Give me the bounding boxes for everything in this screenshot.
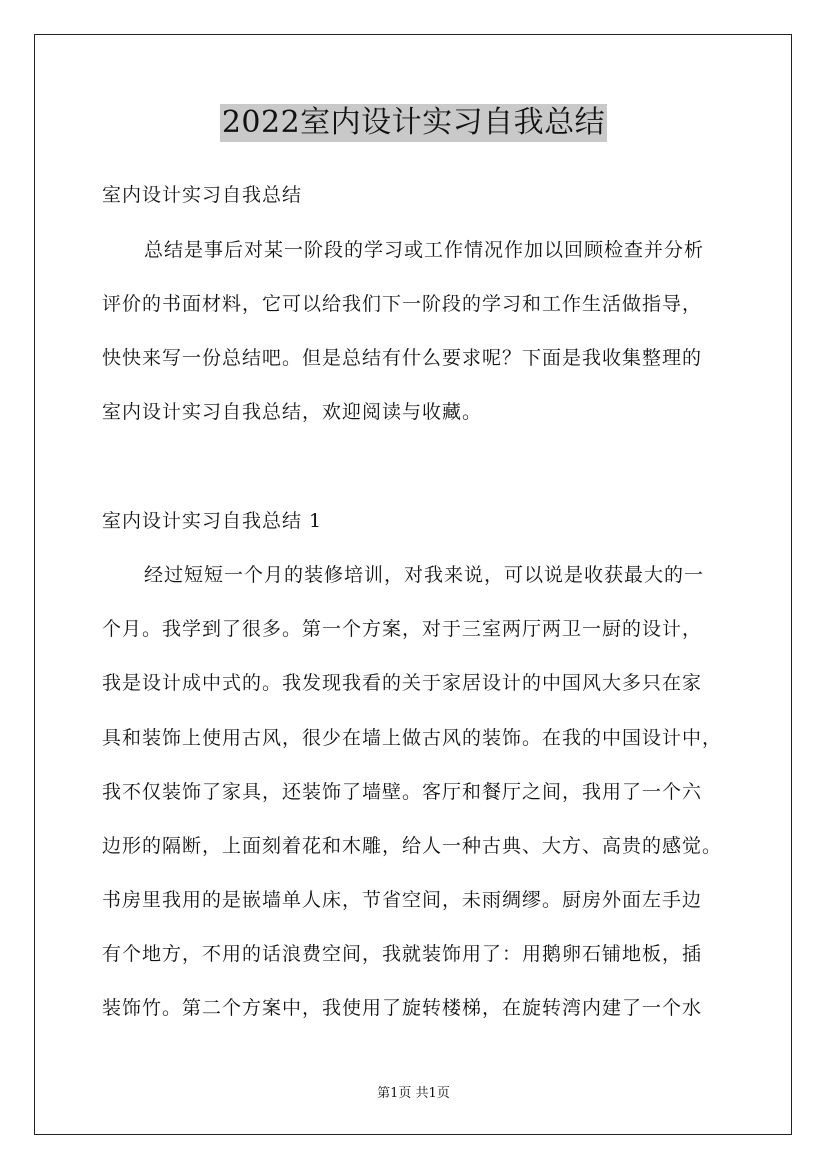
section1-line: 有个地方，不用的话浪费空间，我就装饰用了：用鹅卵石铺地板，插 bbox=[102, 943, 703, 965]
intro-line: 快快来写一份总结吧。但是总结有什么要求呢？下面是我收集整理的 bbox=[102, 347, 703, 369]
document-title: 2022室内设计实习自我总结 bbox=[221, 105, 606, 140]
page-footer: 第1页 共1页 bbox=[377, 1086, 450, 1101]
section1-line: 具和装饰上使用古风，很少在墙上做古风的装饰。在我的中国设计中， bbox=[102, 727, 723, 749]
section1-line: 我是设计成中式的。我发现我看的关于家居设计的中国风大多只在家 bbox=[102, 672, 703, 694]
title-wrap bbox=[0, 104, 827, 142]
intro-heading: 室内设计实习自我总结 bbox=[102, 184, 303, 206]
section1-line: 书房里我用的是嵌墙单人床，节省空间，未雨绸缪。厨房外面左手边 bbox=[102, 889, 703, 911]
section1-line: 我不仅装饰了家具，还装饰了墙壁。客厅和餐厅之间，我用了一个六 bbox=[102, 781, 703, 803]
intro-line: 评价的书面材料，它可以给我们下一阶段的学习和工作生活做指导， bbox=[102, 293, 703, 315]
section1-line: 边形的隔断，上面刻着花和木雕，给人一种古典、大方、高贵的感觉。 bbox=[102, 835, 723, 857]
section1-line: 个月。我学到了很多。第一个方案，对于三室两厅两卫一厨的设计， bbox=[102, 618, 703, 640]
section1-line: 装饰竹。第二个方案中，我使用了旋转楼梯，在旋转湾内建了一个水 bbox=[102, 997, 703, 1019]
intro-line: 室内设计实习自我总结，欢迎阅读与收藏。 bbox=[102, 401, 483, 423]
intro-line: 总结是事后对某一阶段的学习或工作情况作加以回顾检查并分析 bbox=[144, 239, 705, 261]
section1-heading: 室内设计实习自我总结 1 bbox=[102, 510, 323, 532]
section1-line: 经过短短一个月的装修培训，对我来说，可以说是收获最大的一 bbox=[144, 564, 705, 586]
